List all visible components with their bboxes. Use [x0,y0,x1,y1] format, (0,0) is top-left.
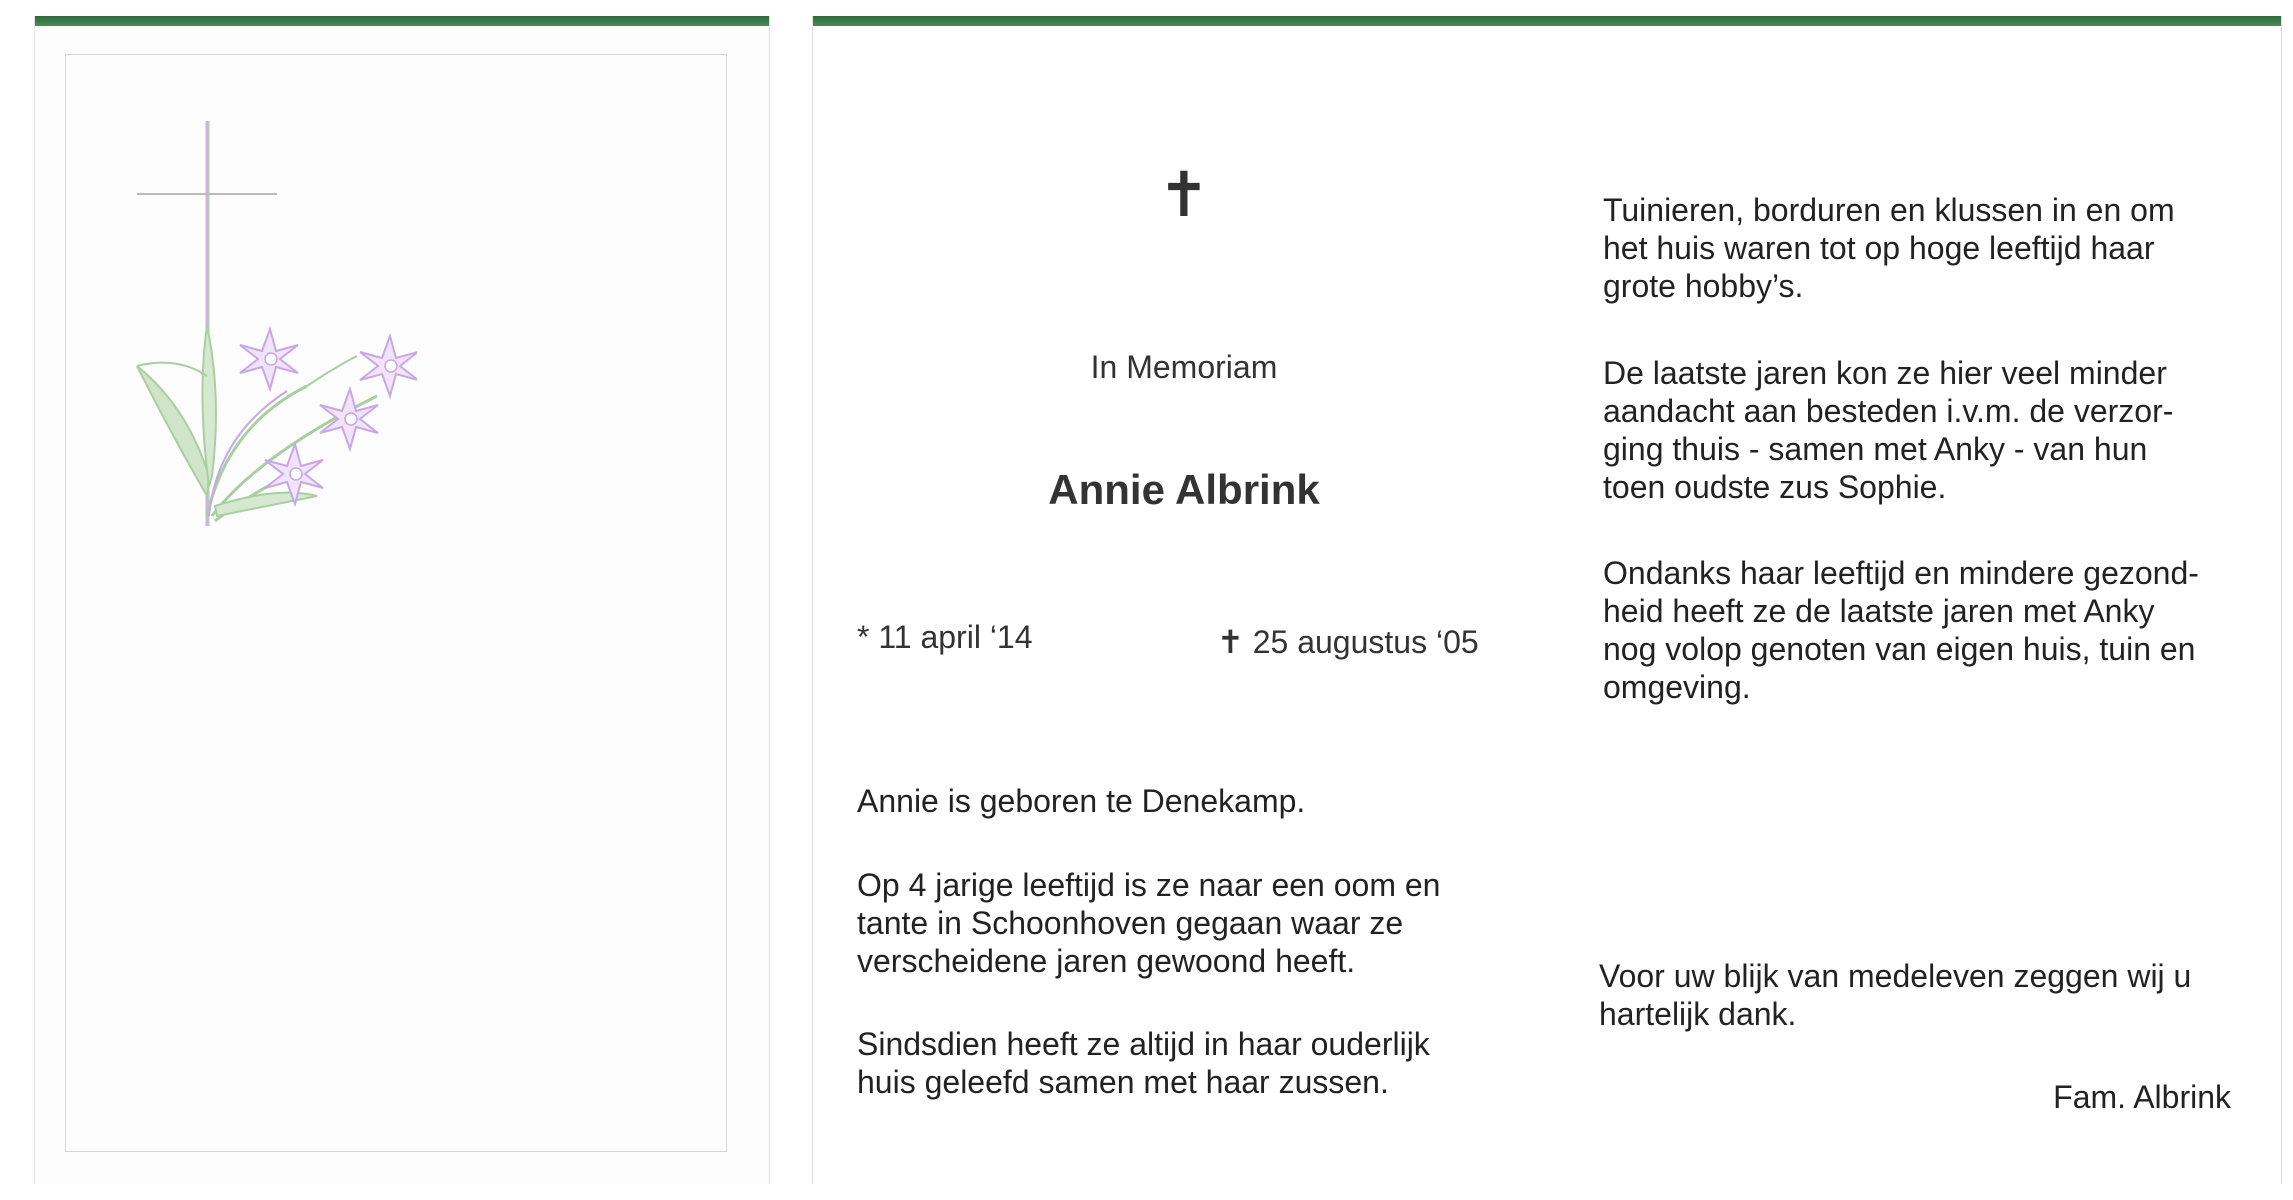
card-front-cover [34,16,770,1184]
paragraph-birthplace: Annie is geboren te Denekamp. [857,783,1306,819]
paragraph-hobbies: Tuinieren, borduren en klussen in en om het huis waren tot op hoge leeftijd haar grote hobby’s. [1603,192,2175,304]
birth-date: * 11 april ‘14 [857,619,1033,655]
deceased-name: Annie Albrink [1048,466,1320,513]
green-card-edge [35,16,769,26]
family-signature: Fam. Albrink [2053,1079,2231,1115]
paragraph-care: De laatste jaren kon ze hier veel minder aandacht aan besteden i.v.m. de verzor- ging thuis - samen met Anky - van hun toen oudste zus Sophie. [1603,355,2174,505]
paragraph-thanks: Voor uw blijk van medeleven zeggen wij u hartelijk dank. [1599,958,2192,1032]
paragraph-parental-home: Sindsdien heeft ze altijd in haar ouderlijk huis geleefd samen met haar zussen. [857,1026,1430,1100]
cross-icon: ✝ [1158,158,1210,231]
death-date: ✝ 25 augustus ‘05 [1217,624,1479,660]
paragraph-childhood: Op 4 jarige leeftijd is ze naar een oom en tante in Schoonhoven gegaan waar ze verscheidene jaren gewoond heeft. [857,867,1441,979]
green-card-edge [813,16,2281,26]
heading-in-memoriam: In Memoriam [1090,349,1278,385]
card-inside [812,16,2282,1184]
cross-with-daffodils-icon [97,96,417,546]
paragraph-later-years: Ondanks haar leeftijd en mindere gezond- heid heeft ze de laatste jaren met Anky nog volop genoten van eigen huis, tuin en omgeving. [1603,555,2199,705]
